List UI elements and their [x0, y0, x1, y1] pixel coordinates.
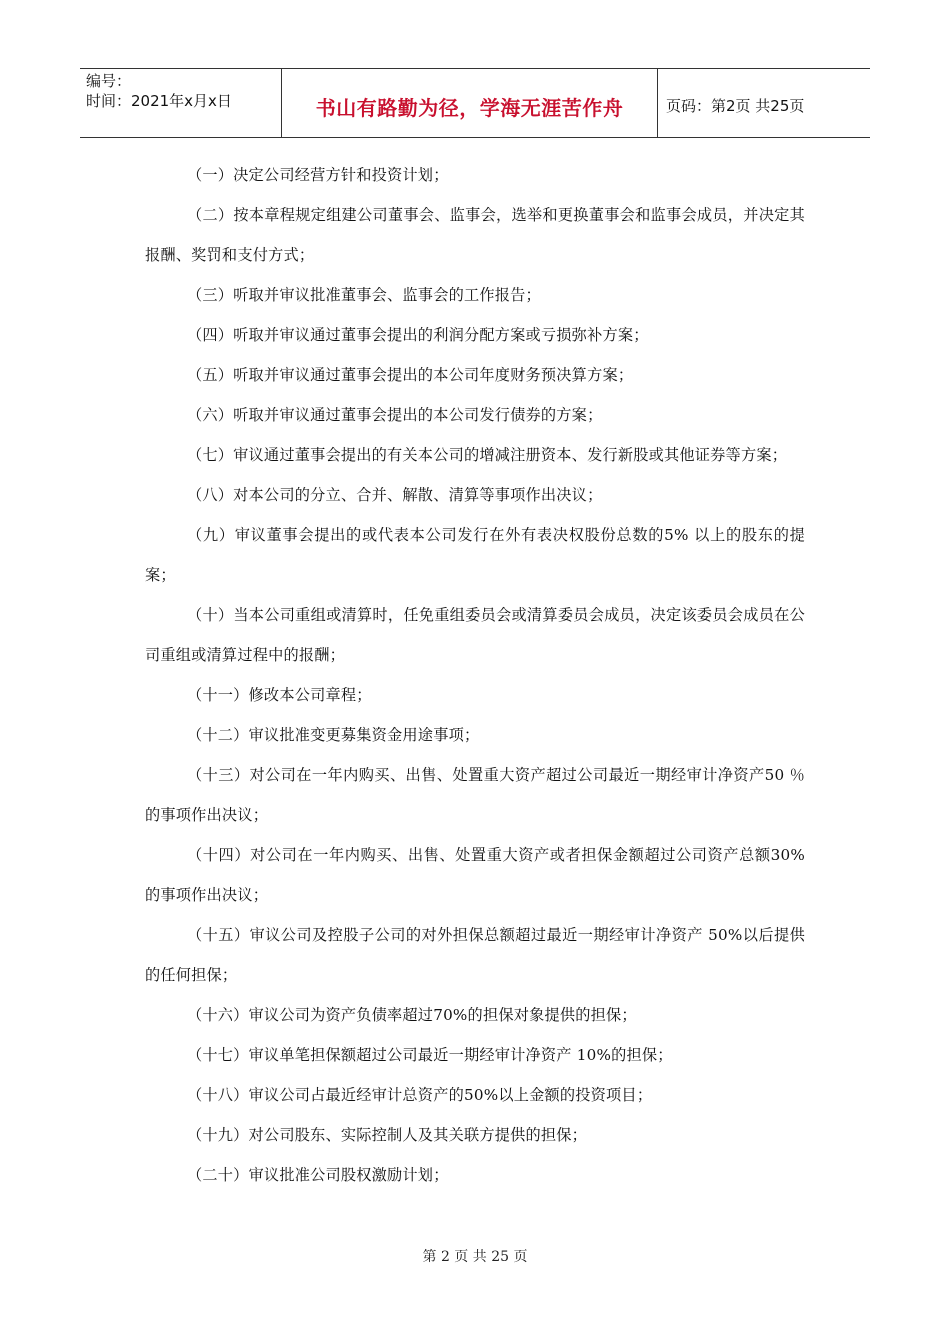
paragraph: （十五）审议公司及控股子公司的对外担保总额超过最近一期经审计净资产 50%以后提供的任何担保；: [145, 926, 805, 984]
paragraph: （十二）审议批准变更募集资金用途事项；: [187, 726, 480, 744]
paragraph: （七）审议通过董事会提出的有关本公司的增减注册资本、发行新股或其他证券等方案；: [187, 446, 788, 464]
paragraph: （五）听取并审议通过董事会提出的本公司年度财务预决算方案；: [187, 366, 634, 384]
paragraph: （二）按本章程规定组建公司董事会、监事会，选举和更换董事会和监事会成员，并决定其报酬、奖罚和支付方式；: [145, 206, 805, 264]
paragraph: （十）当本公司重组或清算时，任免重组委员会或清算委员会成员，决定该委员会成员在公司重组或清算过程中的报酬；: [145, 606, 805, 664]
header-meta: [80, 69, 282, 137]
paragraph: （一）决定公司经营方针和投资计划；: [187, 166, 449, 184]
header-motto: 书山有路勤为径，学海无涯苦作舟: [282, 69, 658, 137]
paragraph: （二十）审议批准公司股权激励计划；: [187, 1166, 449, 1184]
paragraph: （六）听取并审议通过董事会提出的本公司发行债券的方案；: [187, 406, 603, 424]
paragraph: （十九）对公司股东、实际控制人及其关联方提供的担保；: [187, 1126, 588, 1144]
document-number-label: 编号：: [86, 72, 132, 90]
document-time-label: 时间：2021年x月x日: [86, 92, 232, 110]
paragraph: （十八）审议公司占最近经审计总资产的50%以上金额的投资项目；: [187, 1086, 653, 1104]
paragraph: （十六）审议公司为资产负债率超过70%的担保对象提供的担保；: [187, 1006, 637, 1024]
paragraph: （八）对本公司的分立、合并、解散、清算等事项作出决议；: [187, 486, 603, 504]
paragraph: （十七）审议单笔担保额超过公司最近一期经审计净资产 10%的担保；: [187, 1046, 673, 1064]
paragraph: （四）听取并审议通过董事会提出的利润分配方案或亏损弥补方案；: [187, 326, 649, 344]
paragraph: （三）听取并审议批准董事会、监事会的工作报告；: [187, 286, 541, 304]
document-body: [145, 155, 805, 1195]
header-page-number: 页码：第2页 共25页: [666, 96, 805, 115]
paragraph: （十一）修改本公司章程；: [187, 686, 372, 704]
paragraph: （九）审议董事会提出的或代表本公司发行在外有表决权股份总数的5% 以上的股东的提案；: [145, 526, 805, 584]
paragraph: （十四）对公司在一年内购买、出售、处置重大资产或者担保金额超过公司资产总额30%的事项作出决议；: [145, 846, 805, 904]
page-footer: 第 2 页 共 25 页: [422, 1249, 528, 1265]
paragraph: （十三）对公司在一年内购买、出售、处置重大资产超过公司最近一期经审计净资产50 ％的事项作出决议；: [145, 766, 805, 824]
page-header: [80, 68, 870, 138]
